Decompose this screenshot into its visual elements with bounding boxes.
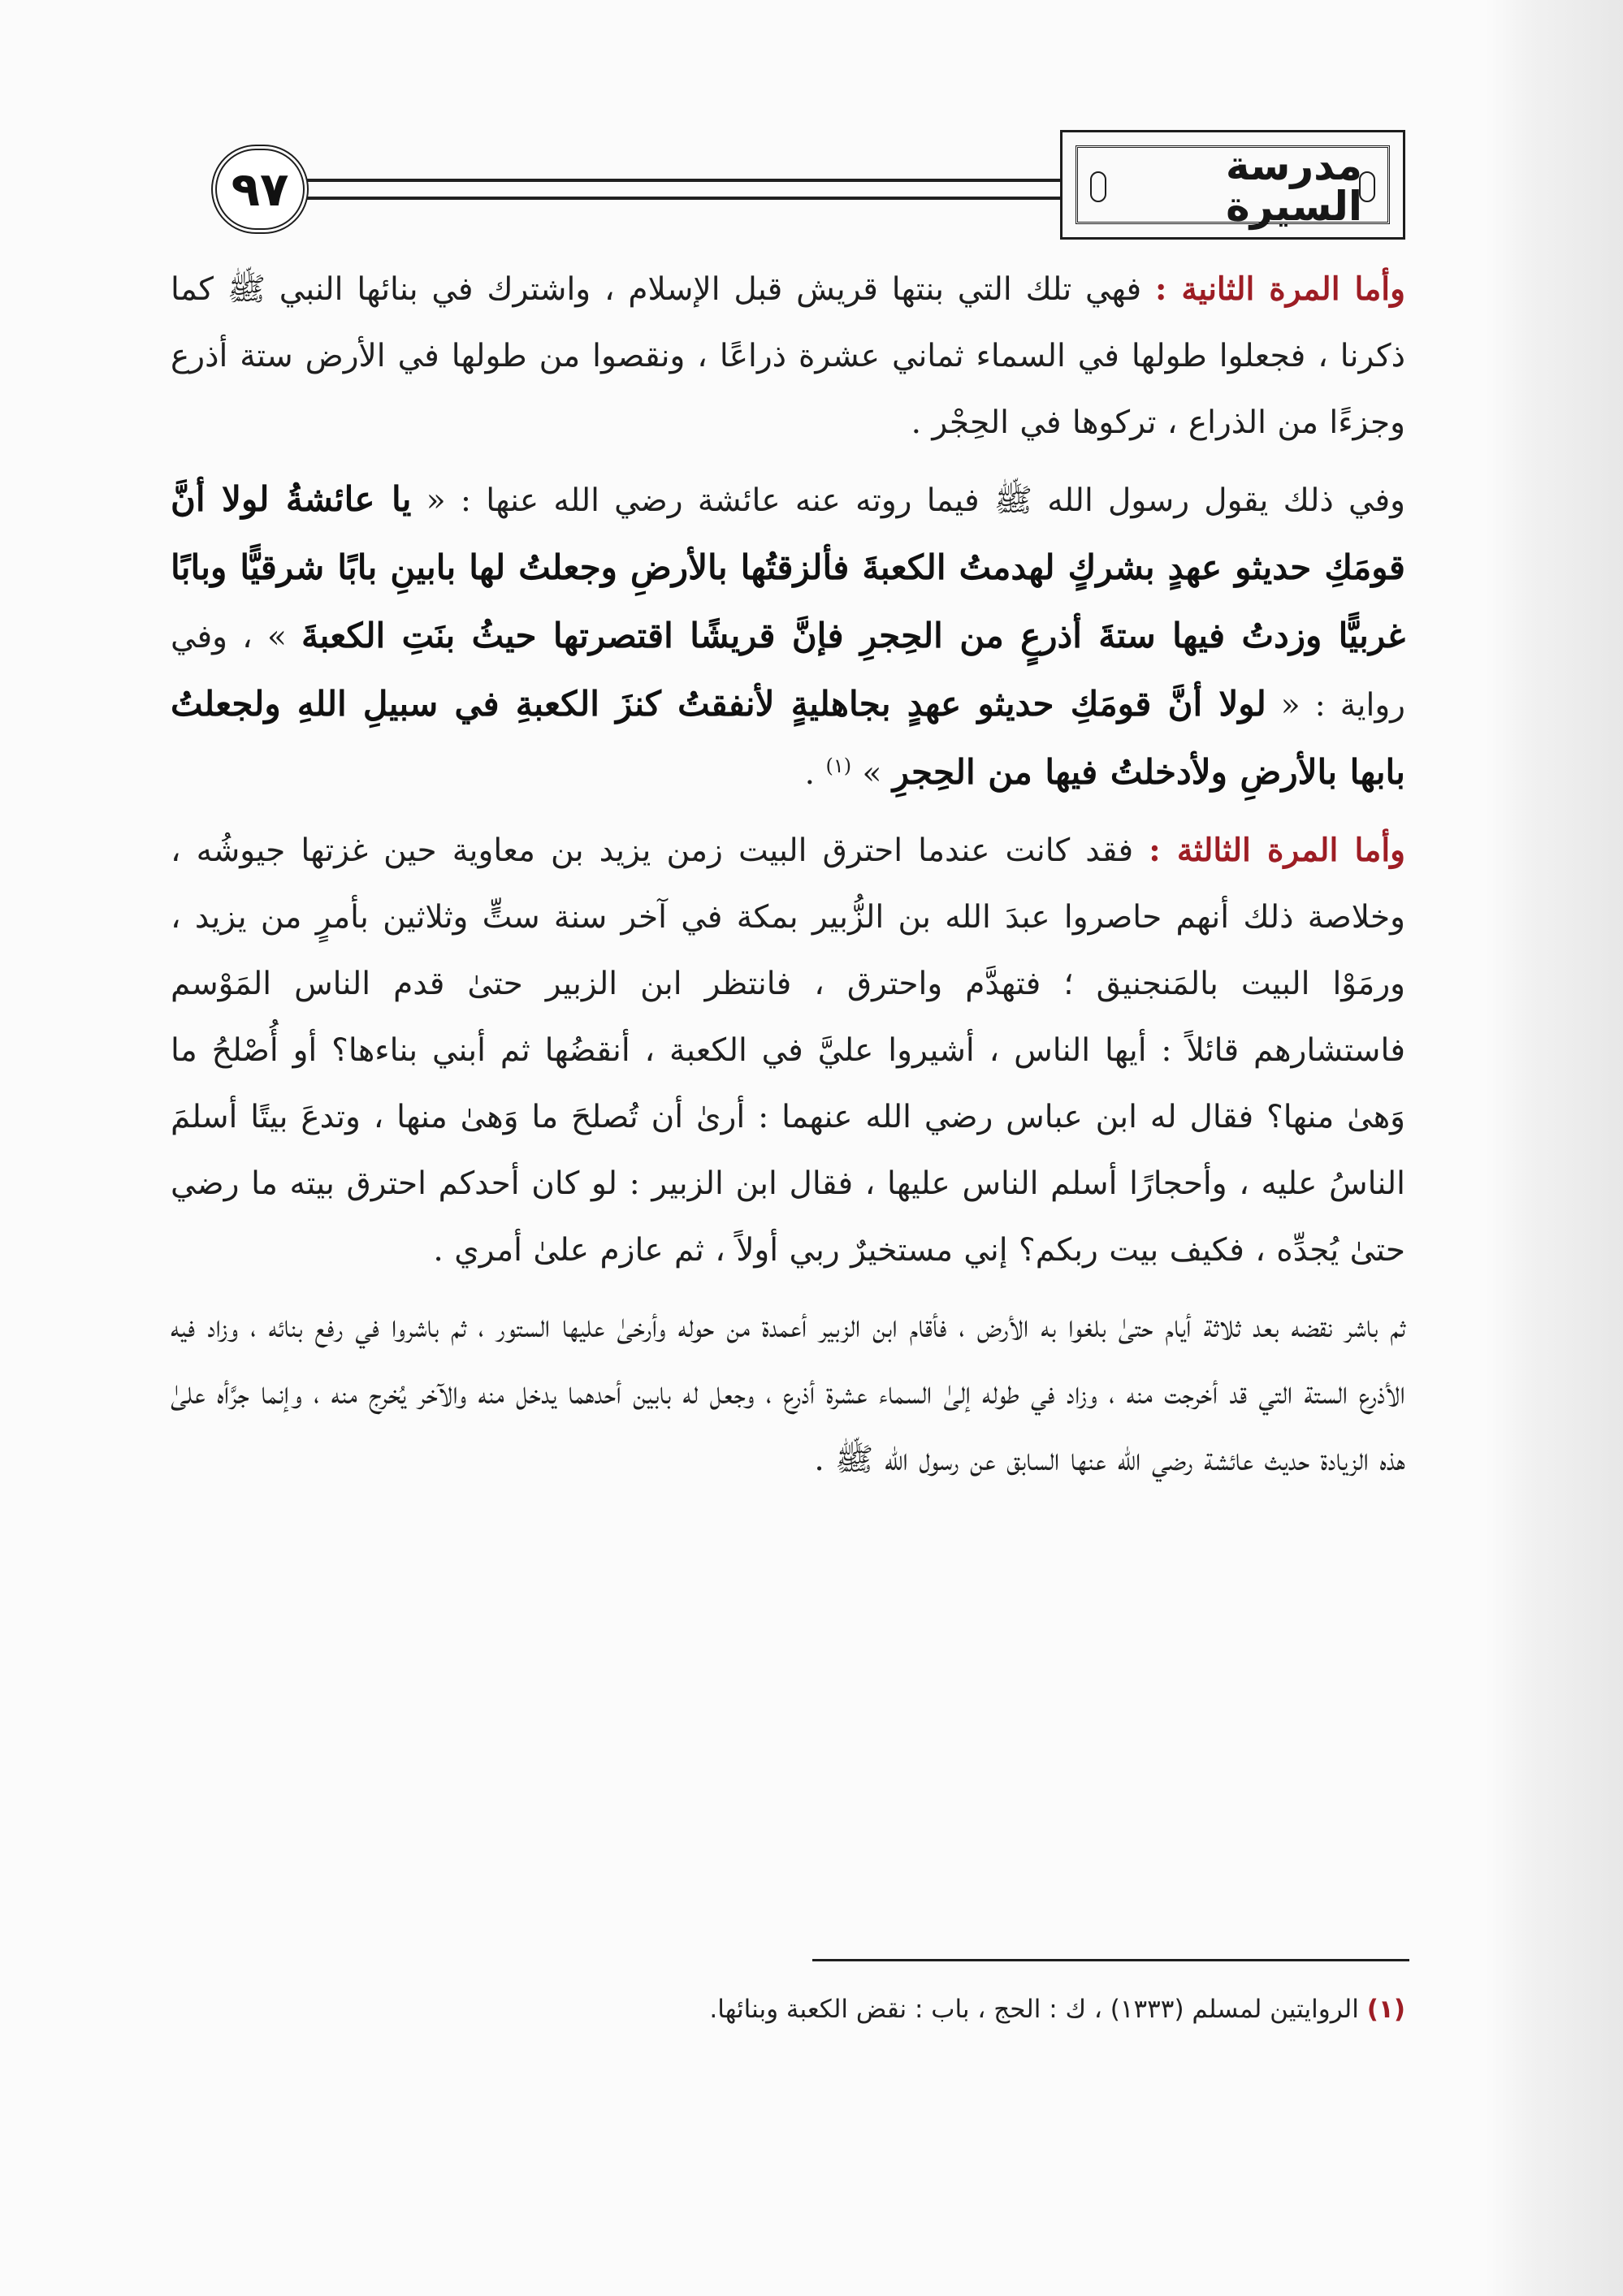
book-title: مدرسة السيرة bbox=[1225, 142, 1362, 230]
footnote bbox=[171, 1988, 1405, 2030]
footnote-index: (١) bbox=[1366, 1995, 1405, 2024]
hadith-quote-two: لولا أنَّ قومَكِ حديثو عهدٍ بجاهليةٍ لأنفقتُ كنزَ الكعبةِ في سبيلِ اللهِ ولجعلتُ بابها بالأرضِ ولأدخلتُ فيها من الحِجرِ bbox=[171, 684, 1405, 792]
book-title-cartouche bbox=[1060, 130, 1405, 240]
header-rule-bottom bbox=[276, 197, 1076, 200]
paragraph-hadith bbox=[171, 466, 1405, 807]
paragraph-text: فقد كانت عندما احترق البيت زمن يزيد بن معاوية حين غزتها جيوشُه ، وخلاصة ذلك أنهم حاصروا عبدَ الله بن الزُّبير بمكة في آخر سنة ستٍّ وثلاثين بأمرٍ من يزيد ، ورمَوْا البيت بالمَنجنيق ؛ فتهدَّم واحترق ، فانتظر ابن الزبير حتىٰ قدم الناس المَوْسم فاستشارهم قائلاً : أيها الناس ، أشيروا عليَّ في الكعبة ، أنقضُها ثم أبني بناءها؟ أو أُصْلحُ ما وَهىٰ منها؟ فقال له ابن عباس رضي الله عنهما : أرىٰ أن تُصلحَ ما وَهىٰ منها ، وتدعَ بيتًا أسلمَ الناسُ عليه ، وأحجارًا أسلم الناس عليها ، فقال ابن الزبير : لو كان أحدكم احترق بيته ما رضي حتىٰ يُجدِّه ، فكيف بيت ربكم؟ إني مستخيرٌ ربي أولاً ، ثم عازم علىٰ أمري . bbox=[171, 832, 1405, 1269]
footnote-text: الروايتين لمسلم (١٣٣٣) ، ك : الحج ، باب : نقض الكعبة وبنائها. bbox=[709, 1995, 1359, 2024]
main-text bbox=[171, 256, 1405, 1494]
paragraph-lead-red: وأما المرة الثالثة : bbox=[1149, 832, 1405, 869]
paragraph-text: ثم باشر نقضه بعد ثلاثة أيام حتىٰ بلغوا به الأرض ، فأقام ابن الزبير أعمدة من حوله وأرخىٰ عليها الستور ، ثم باشروا في رفع بنائه ، وزاد فيه الأذرع الستة التي قد أخرجت منه ، وزاد في طوله إلىٰ السماء عشرة أذرع ، وجعل له بابين أحدهما يدخل منه والآخر يُخرج منه ، وإنما جرَّأه علىٰ هذه الزيادة حديث عائشة رضي الله عنها السابق عن رسول الله ﷺ . bbox=[171, 1308, 1405, 1478]
page-header bbox=[171, 130, 1405, 240]
header-rule-top bbox=[276, 179, 1076, 182]
paragraph-after: . bbox=[804, 755, 816, 792]
paragraph-text: فهي تلك التي بنتها قريش قبل الإسلام ، واشترك في بنائها النبي ﷺ كما ذكرنا ، فجعلوا طولها في السماء ثماني عشرة ذراعًا ، ونقصوا من طولها في الأرض ستة أذرع وجزءًا من الذراع ، تركوها في الحِجْر . bbox=[171, 271, 1405, 441]
page-number: ٩٧ bbox=[231, 162, 289, 217]
paragraph-prefix: وفي ذلك يقول رسول الله ﷺ فيما روته عنه عائشة رضي الله عنها : « bbox=[426, 482, 1405, 519]
page-number-badge bbox=[211, 145, 309, 234]
hadith-quote-one: يا عائشةُ لولا أنَّ قومَكِ حديثو عهدٍ بشركٍ لهدمتُ الكعبةَ فألزقتُها بالأرضِ وجعلتُ لها بابينِ بابًا شرقيًّا وبابًا غربيًّا وزدتُ فيها ستةَ أذرعٍ من الحِجرِ فإنَّ قريشًا اقتصرتها حيثُ بنَتِ الكعبةَ bbox=[171, 479, 1405, 655]
paragraph-end-quote: » bbox=[862, 755, 882, 792]
page-edge-shadow bbox=[1485, 0, 1623, 2296]
paragraph-reconstruction bbox=[171, 1294, 1405, 1494]
paragraph-middle: » ، وفي رواية : « bbox=[171, 619, 1406, 724]
paragraph-lead-red: وأما المرة الثانية : bbox=[1155, 270, 1405, 308]
paragraph-second-time bbox=[171, 256, 1405, 456]
footnote-separator bbox=[812, 1959, 1409, 1961]
paragraph-third-time bbox=[171, 817, 1405, 1284]
footnote-reference-marker: (١) bbox=[825, 755, 852, 777]
